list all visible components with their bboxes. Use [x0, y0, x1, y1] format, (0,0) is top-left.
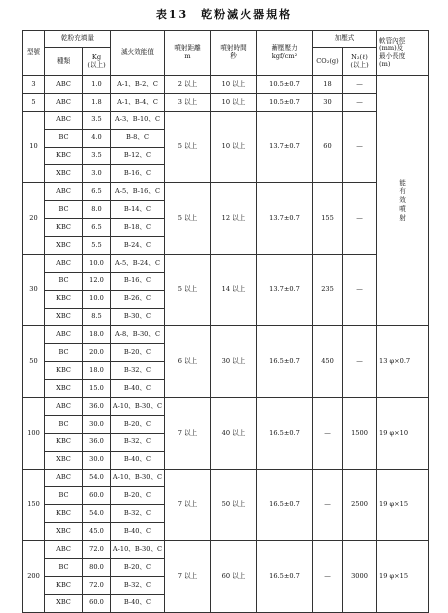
header-n2-l1: N₂(ℓ)	[351, 52, 368, 61]
powder-type-cell: ABC	[45, 111, 83, 129]
powder-type-cell: XBC	[45, 451, 83, 469]
capacity-cell: B-8、C	[111, 129, 165, 147]
header-hose-l4: (m)	[379, 59, 391, 68]
powder-type-cell: ABC	[45, 541, 83, 559]
hose-note-char: 效	[399, 196, 406, 205]
spray-time-cell: 12 以上	[211, 183, 257, 255]
powder-kg-cell: 3.5	[83, 111, 111, 129]
n2-cell: 2500	[343, 469, 377, 541]
header-pressure-l1: 蓄壓壓力	[271, 44, 298, 53]
powder-kg-cell: 10.0	[83, 290, 111, 308]
powder-kg-cell: 1.0	[83, 76, 111, 94]
extinguisher-spec-table	[22, 30, 429, 613]
capacity-cell: B-40、C	[111, 523, 165, 541]
header-hose	[377, 31, 429, 76]
powder-type-cell: ABC	[45, 326, 83, 344]
powder-type-cell: KBC	[45, 290, 83, 308]
powder-kg-cell: 12.0	[83, 272, 111, 290]
spray-distance-cell: 5 以上	[165, 183, 211, 255]
table-row	[23, 398, 429, 416]
pressure-cell: 16.5±0.7	[257, 326, 313, 398]
table-row	[23, 93, 429, 111]
header-n2	[343, 48, 377, 76]
powder-type-cell: ABC	[45, 254, 83, 272]
powder-type-cell: XBC	[45, 165, 83, 183]
powder-kg-cell: 30.0	[83, 415, 111, 433]
capacity-cell: A-10、B-30、C	[111, 398, 165, 416]
header-powder-type: 種類	[45, 48, 83, 76]
table-row	[23, 111, 429, 129]
capacity-cell: B-14、C	[111, 201, 165, 219]
header-co2: CO₂(g)	[313, 48, 343, 76]
spray-distance-cell: 7 以上	[165, 541, 211, 613]
powder-kg-cell: 8.0	[83, 201, 111, 219]
capacity-cell: B-32、C	[111, 505, 165, 523]
table-row	[23, 541, 429, 559]
powder-kg-cell: 60.0	[83, 487, 111, 505]
powder-kg-cell: 3.0	[83, 165, 111, 183]
n2-cell: —	[343, 183, 377, 255]
header-spray-distance-l2: m	[184, 52, 191, 60]
spray-time-cell: 14 以上	[211, 254, 257, 326]
capacity-cell: B-20、C	[111, 344, 165, 362]
header-pressure	[257, 31, 313, 76]
pressure-cell: 16.5±0.7	[257, 398, 313, 470]
powder-kg-cell: 3.5	[83, 147, 111, 165]
header-model: 型號	[23, 31, 45, 76]
powder-kg-cell: 60.0	[83, 594, 111, 612]
pressure-cell: 16.5±0.7	[257, 469, 313, 541]
powder-kg-cell: 6.5	[83, 183, 111, 201]
powder-type-cell: ABC	[45, 398, 83, 416]
powder-type-cell: BC	[45, 129, 83, 147]
co2-cell: 60	[313, 111, 343, 183]
capacity-cell: B-18、C	[111, 219, 165, 237]
model-cell: 200	[23, 541, 45, 613]
powder-kg-cell: 20.0	[83, 344, 111, 362]
capacity-cell: B-20、C	[111, 415, 165, 433]
capacity-cell: A-8、B-30、C	[111, 326, 165, 344]
powder-type-cell: KBC	[45, 576, 83, 594]
header-hose-l1: 軟管內徑	[379, 36, 406, 45]
powder-type-cell: ABC	[45, 76, 83, 94]
hose-note-char: 能	[399, 178, 406, 187]
powder-kg-cell: 30.0	[83, 451, 111, 469]
powder-type-cell: KBC	[45, 505, 83, 523]
table-row	[23, 469, 429, 487]
table-row	[23, 183, 429, 201]
capacity-cell: A-10、B-30、C	[111, 541, 165, 559]
capacity-cell: B-32、C	[111, 576, 165, 594]
capacity-cell: B-20、C	[111, 487, 165, 505]
powder-type-cell: KBC	[45, 147, 83, 165]
powder-type-cell: XBC	[45, 594, 83, 612]
spray-distance-cell: 2 以上	[165, 76, 211, 94]
capacity-cell: B-24、C	[111, 237, 165, 255]
header-spray-time	[211, 31, 257, 76]
spray-time-cell: 50 以上	[211, 469, 257, 541]
powder-kg-cell: 18.0	[83, 362, 111, 380]
powder-type-cell: KBC	[45, 362, 83, 380]
n2-cell: —	[343, 111, 377, 183]
header-powder-fill: 乾粉充填量	[45, 31, 111, 48]
header-spray-distance-l1: 噴射距離	[174, 44, 201, 53]
pressure-cell: 13.7±0.7	[257, 183, 313, 255]
capacity-cell: A-1、B-4、C	[111, 93, 165, 111]
powder-type-cell: XBC	[45, 380, 83, 398]
capacity-cell: B-30、C	[111, 308, 165, 326]
hose-cell: 19 φ×15	[377, 469, 429, 541]
table-row	[23, 326, 429, 344]
pressure-cell: 10.5±0.7	[257, 76, 313, 94]
co2-cell: 235	[313, 254, 343, 326]
capacity-cell: B-32、C	[111, 433, 165, 451]
powder-type-cell: XBC	[45, 237, 83, 255]
spray-time-cell: 10 以上	[211, 93, 257, 111]
capacity-cell: A-5、B-16、C	[111, 183, 165, 201]
pressure-cell: 13.7±0.7	[257, 254, 313, 326]
powder-kg-cell: 36.0	[83, 398, 111, 416]
hose-note-char: 射	[399, 214, 406, 223]
co2-cell: —	[313, 398, 343, 470]
co2-cell: 18	[313, 76, 343, 94]
powder-type-cell: BC	[45, 559, 83, 577]
model-cell: 150	[23, 469, 45, 541]
powder-type-cell: BC	[45, 415, 83, 433]
hose-note-char: 有	[399, 187, 406, 196]
powder-kg-cell: 4.0	[83, 129, 111, 147]
header-pressure-l2: kgf/cm²	[271, 52, 298, 60]
co2-cell: 450	[313, 326, 343, 398]
capacity-cell: B-12、C	[111, 147, 165, 165]
powder-type-cell: BC	[45, 487, 83, 505]
powder-kg-cell: 5.5	[83, 237, 111, 255]
header-spray-distance	[165, 31, 211, 76]
capacity-cell: A-5、B-24、C	[111, 254, 165, 272]
hose-cell: 19 φ×15	[377, 541, 429, 613]
spray-time-cell: 40 以上	[211, 398, 257, 470]
header-pressurized: 加壓式	[313, 31, 377, 48]
model-cell: 30	[23, 254, 45, 326]
powder-kg-cell: 54.0	[83, 469, 111, 487]
n2-cell: 3000	[343, 541, 377, 613]
n2-cell: —	[343, 76, 377, 94]
spray-time-cell: 10 以上	[211, 111, 257, 183]
powder-kg-cell: 72.0	[83, 576, 111, 594]
powder-kg-cell: 6.5	[83, 219, 111, 237]
table-row	[23, 254, 429, 272]
header-hose-l3: 最小長度	[379, 52, 406, 60]
capacity-cell: B-16、C	[111, 272, 165, 290]
pressure-cell: 16.5±0.7	[257, 541, 313, 613]
pressure-cell: 13.7±0.7	[257, 111, 313, 183]
n2-cell: 1500	[343, 398, 377, 470]
powder-kg-cell: 72.0	[83, 541, 111, 559]
n2-cell: —	[343, 254, 377, 326]
capacity-cell: A-1、B-2、C	[111, 76, 165, 94]
hose-cell: 13 φ×0.7	[377, 326, 429, 398]
table-title: 表13 乾粉滅火器規格	[155, 8, 293, 21]
model-cell: 3	[23, 76, 45, 94]
powder-type-cell: BC	[45, 272, 83, 290]
model-cell: 20	[23, 183, 45, 255]
header-n2-l2: (以上)	[350, 60, 369, 69]
powder-type-cell: BC	[45, 201, 83, 219]
capacity-cell: B-32、C	[111, 362, 165, 380]
spray-distance-cell: 3 以上	[165, 93, 211, 111]
capacity-cell: A-3、B-10、C	[111, 111, 165, 129]
spray-time-cell: 60 以上	[211, 541, 257, 613]
hose-note-cell	[377, 76, 429, 326]
pressure-cell: 10.5±0.7	[257, 93, 313, 111]
powder-type-cell: ABC	[45, 469, 83, 487]
header-powder-kg-l2: (以上)	[87, 60, 106, 69]
powder-kg-cell: 45.0	[83, 523, 111, 541]
header-hose-l2: (mm)及	[379, 44, 404, 53]
co2-cell: —	[313, 469, 343, 541]
header-powder-kg	[83, 48, 111, 76]
header-powder-kg-l1: Kg	[91, 52, 102, 61]
co2-cell: 30	[313, 93, 343, 111]
spray-distance-cell: 5 以上	[165, 254, 211, 326]
powder-kg-cell: 8.5	[83, 308, 111, 326]
n2-cell: —	[343, 93, 377, 111]
powder-kg-cell: 1.8	[83, 93, 111, 111]
powder-type-cell: BC	[45, 344, 83, 362]
powder-kg-cell: 18.0	[83, 326, 111, 344]
capacity-cell: B-26、C	[111, 290, 165, 308]
co2-cell: —	[313, 541, 343, 613]
n2-cell: —	[343, 326, 377, 398]
model-cell: 100	[23, 398, 45, 470]
hose-cell: 19 φ×10	[377, 398, 429, 470]
table-row	[23, 76, 429, 94]
capacity-cell: B-40、C	[111, 451, 165, 469]
powder-kg-cell: 80.0	[83, 559, 111, 577]
powder-kg-cell: 36.0	[83, 433, 111, 451]
powder-kg-cell: 10.0	[83, 254, 111, 272]
header-spray-time-l2: 秒	[230, 52, 237, 60]
capacity-cell: B-40、C	[111, 594, 165, 612]
powder-type-cell: KBC	[45, 219, 83, 237]
capacity-cell: B-40、C	[111, 380, 165, 398]
table-body	[23, 76, 429, 613]
spray-distance-cell: 6 以上	[165, 326, 211, 398]
spray-distance-cell: 5 以上	[165, 111, 211, 183]
powder-type-cell: ABC	[45, 183, 83, 201]
powder-kg-cell: 15.0	[83, 380, 111, 398]
hose-note-char: 噴	[399, 205, 406, 214]
powder-type-cell: XBC	[45, 523, 83, 541]
spray-time-cell: 10 以上	[211, 76, 257, 94]
spray-distance-cell: 7 以上	[165, 398, 211, 470]
model-cell: 5	[23, 93, 45, 111]
powder-type-cell: XBC	[45, 308, 83, 326]
co2-cell: 155	[313, 183, 343, 255]
header-capacity: 滅火效能值	[111, 31, 165, 76]
spray-time-cell: 30 以上	[211, 326, 257, 398]
capacity-cell: B-20、C	[111, 559, 165, 577]
spray-distance-cell: 7 以上	[165, 469, 211, 541]
model-cell: 50	[23, 326, 45, 398]
powder-type-cell: KBC	[45, 433, 83, 451]
model-cell: 10	[23, 111, 45, 183]
header-spray-time-l1: 噴射時間	[220, 44, 247, 53]
capacity-cell: B-16、C	[111, 165, 165, 183]
capacity-cell: A-10、B-30、C	[111, 469, 165, 487]
powder-type-cell: ABC	[45, 93, 83, 111]
powder-kg-cell: 54.0	[83, 505, 111, 523]
